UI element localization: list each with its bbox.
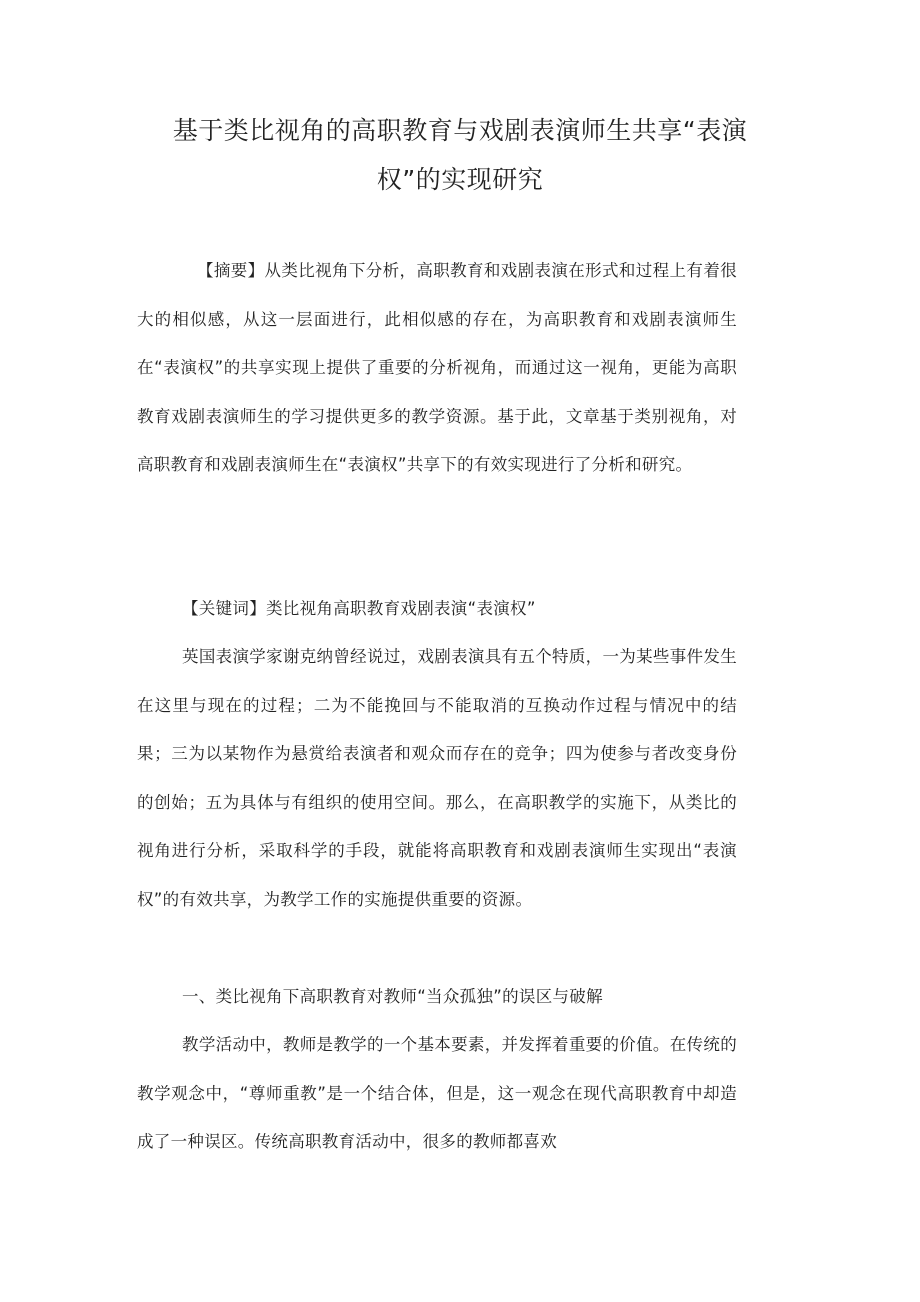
paragraph-2-text: 教学活动中，教师是教学的一个基本要素，并发挥着重要的价值。在传统的教学观念中，“尊师重教”是一个结合体，但是，这一观念在现代高职教育中却造成了一种误区。传统高职教育活动中，很多的教师都喜欢 xyxy=(137,1035,737,1152)
body-paragraph-1 xyxy=(137,633,737,925)
abstract-paragraph xyxy=(137,247,737,490)
section-heading-1 xyxy=(137,973,737,1022)
abstract-text: 【摘要】从类比视角下分析，高职教育和戏剧表演在形式和过程上有着很大的相似感，从这一层面进行，此相似感的存在，为高职教育和戏剧表演师生在“表演权”的共享实现上提供了重要的分析视角，而通过这一视角，更能为高职教育戏剧表演师生的学习提供更多的教学资源。基于此，文章基于类别视角，对高职教育和戏剧表演师生在“表演权”共享下的有效实现进行了分析和研究。 xyxy=(137,261,737,475)
keywords-text: 【关键词】类比视角高职教育戏剧表演“表演权” xyxy=(182,599,536,618)
title-line-2: 权”的实现研究 xyxy=(376,165,544,194)
paragraph-1-text: 英国表演学家谢克纳曾经说过，戏剧表演具有五个特质，一为某些事件发生在这里与现在的过程；二为不能挽回与不能取消的互换动作过程与情况中的结果；三为以某物作为悬赏给表演者和观众而存在的竞争；四为使参与者改变身份的创始；五为具体与有组织的使用空间。那么，在高职教学的实施下，从类比的视角进行分析，采取科学的手段，就能将高职教育和戏剧表演师生实现出“表演权”的有效共享，为教学工作的实施提供重要的资源。 xyxy=(137,647,737,909)
keywords-line xyxy=(137,585,737,634)
document-title xyxy=(150,106,770,204)
section-heading-text: 一、类比视角下高职教育对教师“当众孤独”的误区与破解 xyxy=(182,987,603,1006)
body-paragraph-2 xyxy=(137,1021,737,1167)
title-line-1: 基于类比视角的高职教育与戏剧表演师生共享“表演 xyxy=(172,116,748,145)
